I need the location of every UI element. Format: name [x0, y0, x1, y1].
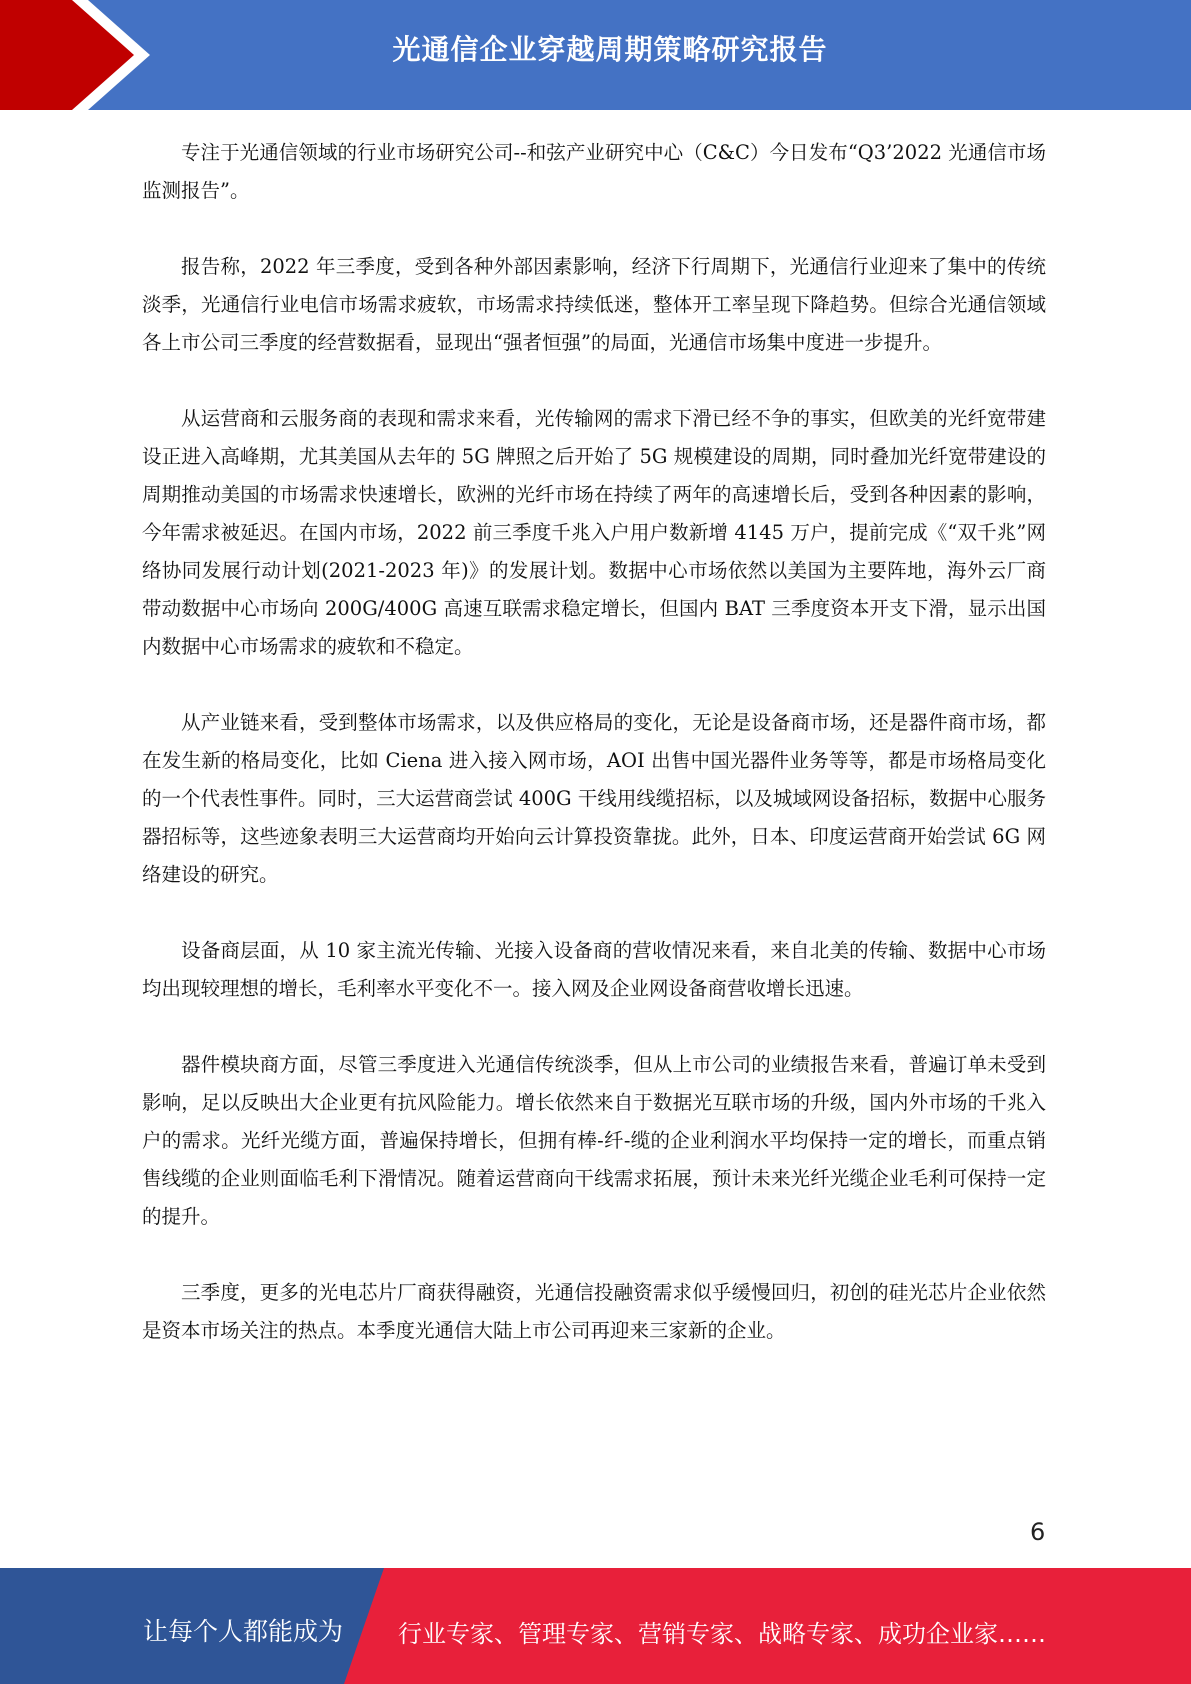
paragraph: 器件模块商方面，尽管三季度进入光通信传统淡季，但从上市公司的业绩报告来看，普遍订单未受到影响，足以反映出大企业更有抗风险能力。增长依然来自于数据光互联市场的升级，国内外市场的千兆入户的需求。光纤光缆方面，普遍保持增长，但拥有棒-纤-缆的企业利润水平均保持一定的增长，而重点销售线缆的企业则面临毛利下滑情况。随着运营商向干线需求拓展，预计未来光纤光缆企业毛利可保持一定的提升。	[142, 1053, 1046, 1228]
footer-slogan-roles: 行业专家、管理专家、营销专家、战略专家、成功企业家……	[398, 1620, 1046, 1648]
paragraph: 设备商层面，从 10 家主流光传输、光接入设备商的营收情况来看，来自北美的传输、数据中心市场均出现较理想的增长，毛利率水平变化不一。接入网及企业网设备商营收增长迅速。	[142, 939, 1046, 1000]
report-title: 光通信企业穿越周期策略研究报告	[392, 33, 828, 66]
paragraph: 报告称，2022 年三季度，受到各种外部因素影响，经济下行周期下，光通信行业迎来了集中的传统淡季，光通信行业电信市场需求疲软，市场需求持续低迷，整体开工率呈现下降趋势。但综合光通信领域各上市公司三季度的经营数据看，显现出“强者恒强”的局面，光通信市场集中度进一步提升。	[142, 255, 1046, 354]
page-header-banner	[0, 0, 1191, 110]
body-text	[142, 134, 1046, 1388]
footer-slogan-lead: 让每个人都能成为	[143, 1617, 344, 1646]
page-number: 6	[1030, 1518, 1046, 1546]
paragraph: 三季度，更多的光电芯片厂商获得融资，光通信投融资需求似乎缓慢回归，初创的硅光芯片企业依然是资本市场关注的热点。本季度光通信大陆上市公司再迎来三家新的企业。	[142, 1281, 1046, 1342]
paragraph: 从运营商和云服务商的表现和需求来看，光传输网的需求下滑已经不争的事实，但欧美的光纤宽带建设正进入高峰期，尤其美国从去年的 5G 牌照之后开始了 5G 规模建设的周期，同时叠加光纤宽带建设的周期推动美国的市场需求快速增长，欧洲的光纤市场在持续了两年的高速增长后，受到各种因素的影响，今年需求被延迟。在国内市场，2022 前三季度千兆入户用户数新增 4145 万户，提前完成《“双千兆”网络协同发展行动计划(2021-2023 年)》的发展计划。数据中心市场依然以美国为主要阵地，海外云厂商带动数据中心市场向 200G/400G 高速互联需求稳定增长，但国内 BAT 三季度资本开支下滑，显示出国内数据中心市场需求的疲软和不稳定。	[142, 407, 1046, 658]
paragraph: 专注于光通信领域的行业市场研究公司--和弦产业研究中心（C&C）今日发布“Q3’2022 光通信市场监测报告”。	[142, 141, 1046, 202]
red-chevron-graphic	[0, 0, 160, 110]
paragraph: 从产业链来看，受到整体市场需求，以及供应格局的变化，无论是设备商市场，还是器件商市场，都在发生新的格局变化，比如 Ciena 进入接入网市场，AOI 出售中国光器件业务等等，都是市场格局变化的一个代表性事件。同时，三大运营商尝试 400G 干线用线缆招标，以及城域网设备招标，数据中心服务器招标等，这些迹象表明三大运营商均开始向云计算投资靠拢。此外，日本、印度运营商开始尝试 6G 网络建设的研究。	[142, 711, 1046, 886]
